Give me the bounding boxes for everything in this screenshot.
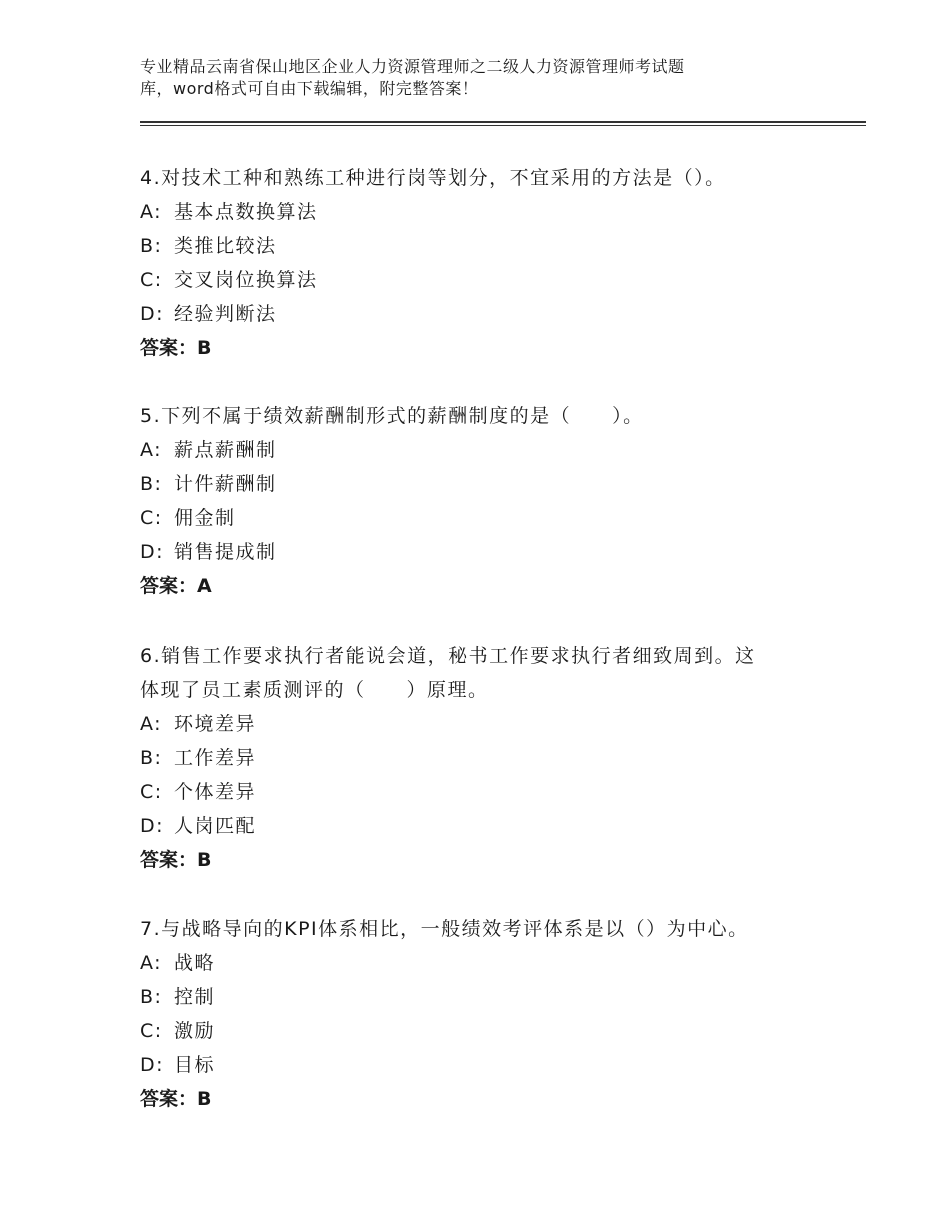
- question-7: [140, 912, 840, 1116]
- option-c: [140, 775, 840, 809]
- header-divider-thin: [140, 125, 866, 126]
- option-d: [140, 535, 840, 569]
- option-c: [140, 263, 840, 297]
- option-text: 交叉岗位换算法: [174, 269, 318, 291]
- answer-label: 答案：B: [140, 337, 212, 359]
- option-letter: B:: [140, 473, 163, 495]
- header-divider-thick: [140, 121, 866, 123]
- question-text-line-2: 体现了员工素质测评的（ ）原理。: [140, 679, 489, 701]
- option-b: [140, 980, 840, 1014]
- document-header: [140, 56, 790, 100]
- option-d: [140, 297, 840, 331]
- option-b: [140, 741, 840, 775]
- option-letter: D:: [140, 303, 165, 325]
- option-a: [140, 433, 840, 467]
- option-letter: A:: [140, 952, 163, 974]
- answer-label: 答案：B: [140, 1088, 212, 1110]
- option-text: 经验判断法: [174, 303, 277, 325]
- option-letter: A:: [140, 713, 163, 735]
- option-text: 战略: [174, 952, 216, 974]
- option-a: [140, 707, 840, 741]
- option-text: 环境差异: [174, 713, 257, 735]
- option-text: 销售提成制: [174, 541, 277, 563]
- option-letter: A:: [140, 439, 163, 461]
- option-text: 工作差异: [174, 747, 257, 769]
- option-letter: D:: [140, 815, 165, 837]
- option-letter: C:: [140, 507, 163, 529]
- option-text: 计件薪酬制: [174, 473, 277, 495]
- option-d: [140, 1048, 840, 1082]
- option-text: 基本点数换算法: [174, 201, 318, 223]
- option-b: [140, 229, 840, 263]
- question-5: [140, 399, 840, 603]
- question-text: 4.对技术工种和熟练工种进行岗等划分，不宜采用的方法是（）。: [140, 167, 726, 189]
- option-text: 薪点薪酬制: [174, 439, 277, 461]
- option-letter: C:: [140, 269, 163, 291]
- question-4: [140, 161, 840, 365]
- option-text: 类推比较法: [174, 235, 277, 257]
- option-text: 激励: [174, 1020, 216, 1042]
- option-letter: C:: [140, 781, 163, 803]
- option-text: 个体差异: [174, 781, 257, 803]
- option-letter: B:: [140, 235, 163, 257]
- option-a: [140, 946, 840, 980]
- option-letter: D:: [140, 541, 165, 563]
- option-letter: A:: [140, 201, 163, 223]
- option-text: 目标: [174, 1054, 216, 1076]
- option-a: [140, 195, 840, 229]
- option-text: 佣金制: [174, 507, 236, 529]
- option-letter: C:: [140, 1020, 163, 1042]
- header-title-line-2: 库，word格式可自由下载编辑，附完整答案！: [140, 79, 479, 98]
- option-d: [140, 809, 840, 843]
- question-text: 7.与战略导向的KPI体系相比，一般绩效考评体系是以（）为中心。: [140, 918, 749, 940]
- option-letter: B:: [140, 747, 163, 769]
- option-text: 人岗匹配: [174, 815, 257, 837]
- answer-label: 答案：A: [140, 575, 212, 597]
- option-letter: D:: [140, 1054, 165, 1076]
- option-letter: B:: [140, 986, 163, 1008]
- question-text: 5.下列不属于绩效薪酬制形式的薪酬制度的是（ ）。: [140, 405, 644, 427]
- question-6: [140, 639, 840, 877]
- option-b: [140, 467, 840, 501]
- header-title-line-1: 专业精品云南省保山地区企业人力资源管理师之二级人力资源管理师考试题: [140, 57, 685, 76]
- option-c: [140, 501, 840, 535]
- question-text-line-1: 6.销售工作要求执行者能说会道，秘书工作要求执行者细致周到。这: [140, 645, 756, 667]
- answer-label: 答案：B: [140, 849, 212, 871]
- option-text: 控制: [174, 986, 216, 1008]
- option-c: [140, 1014, 840, 1048]
